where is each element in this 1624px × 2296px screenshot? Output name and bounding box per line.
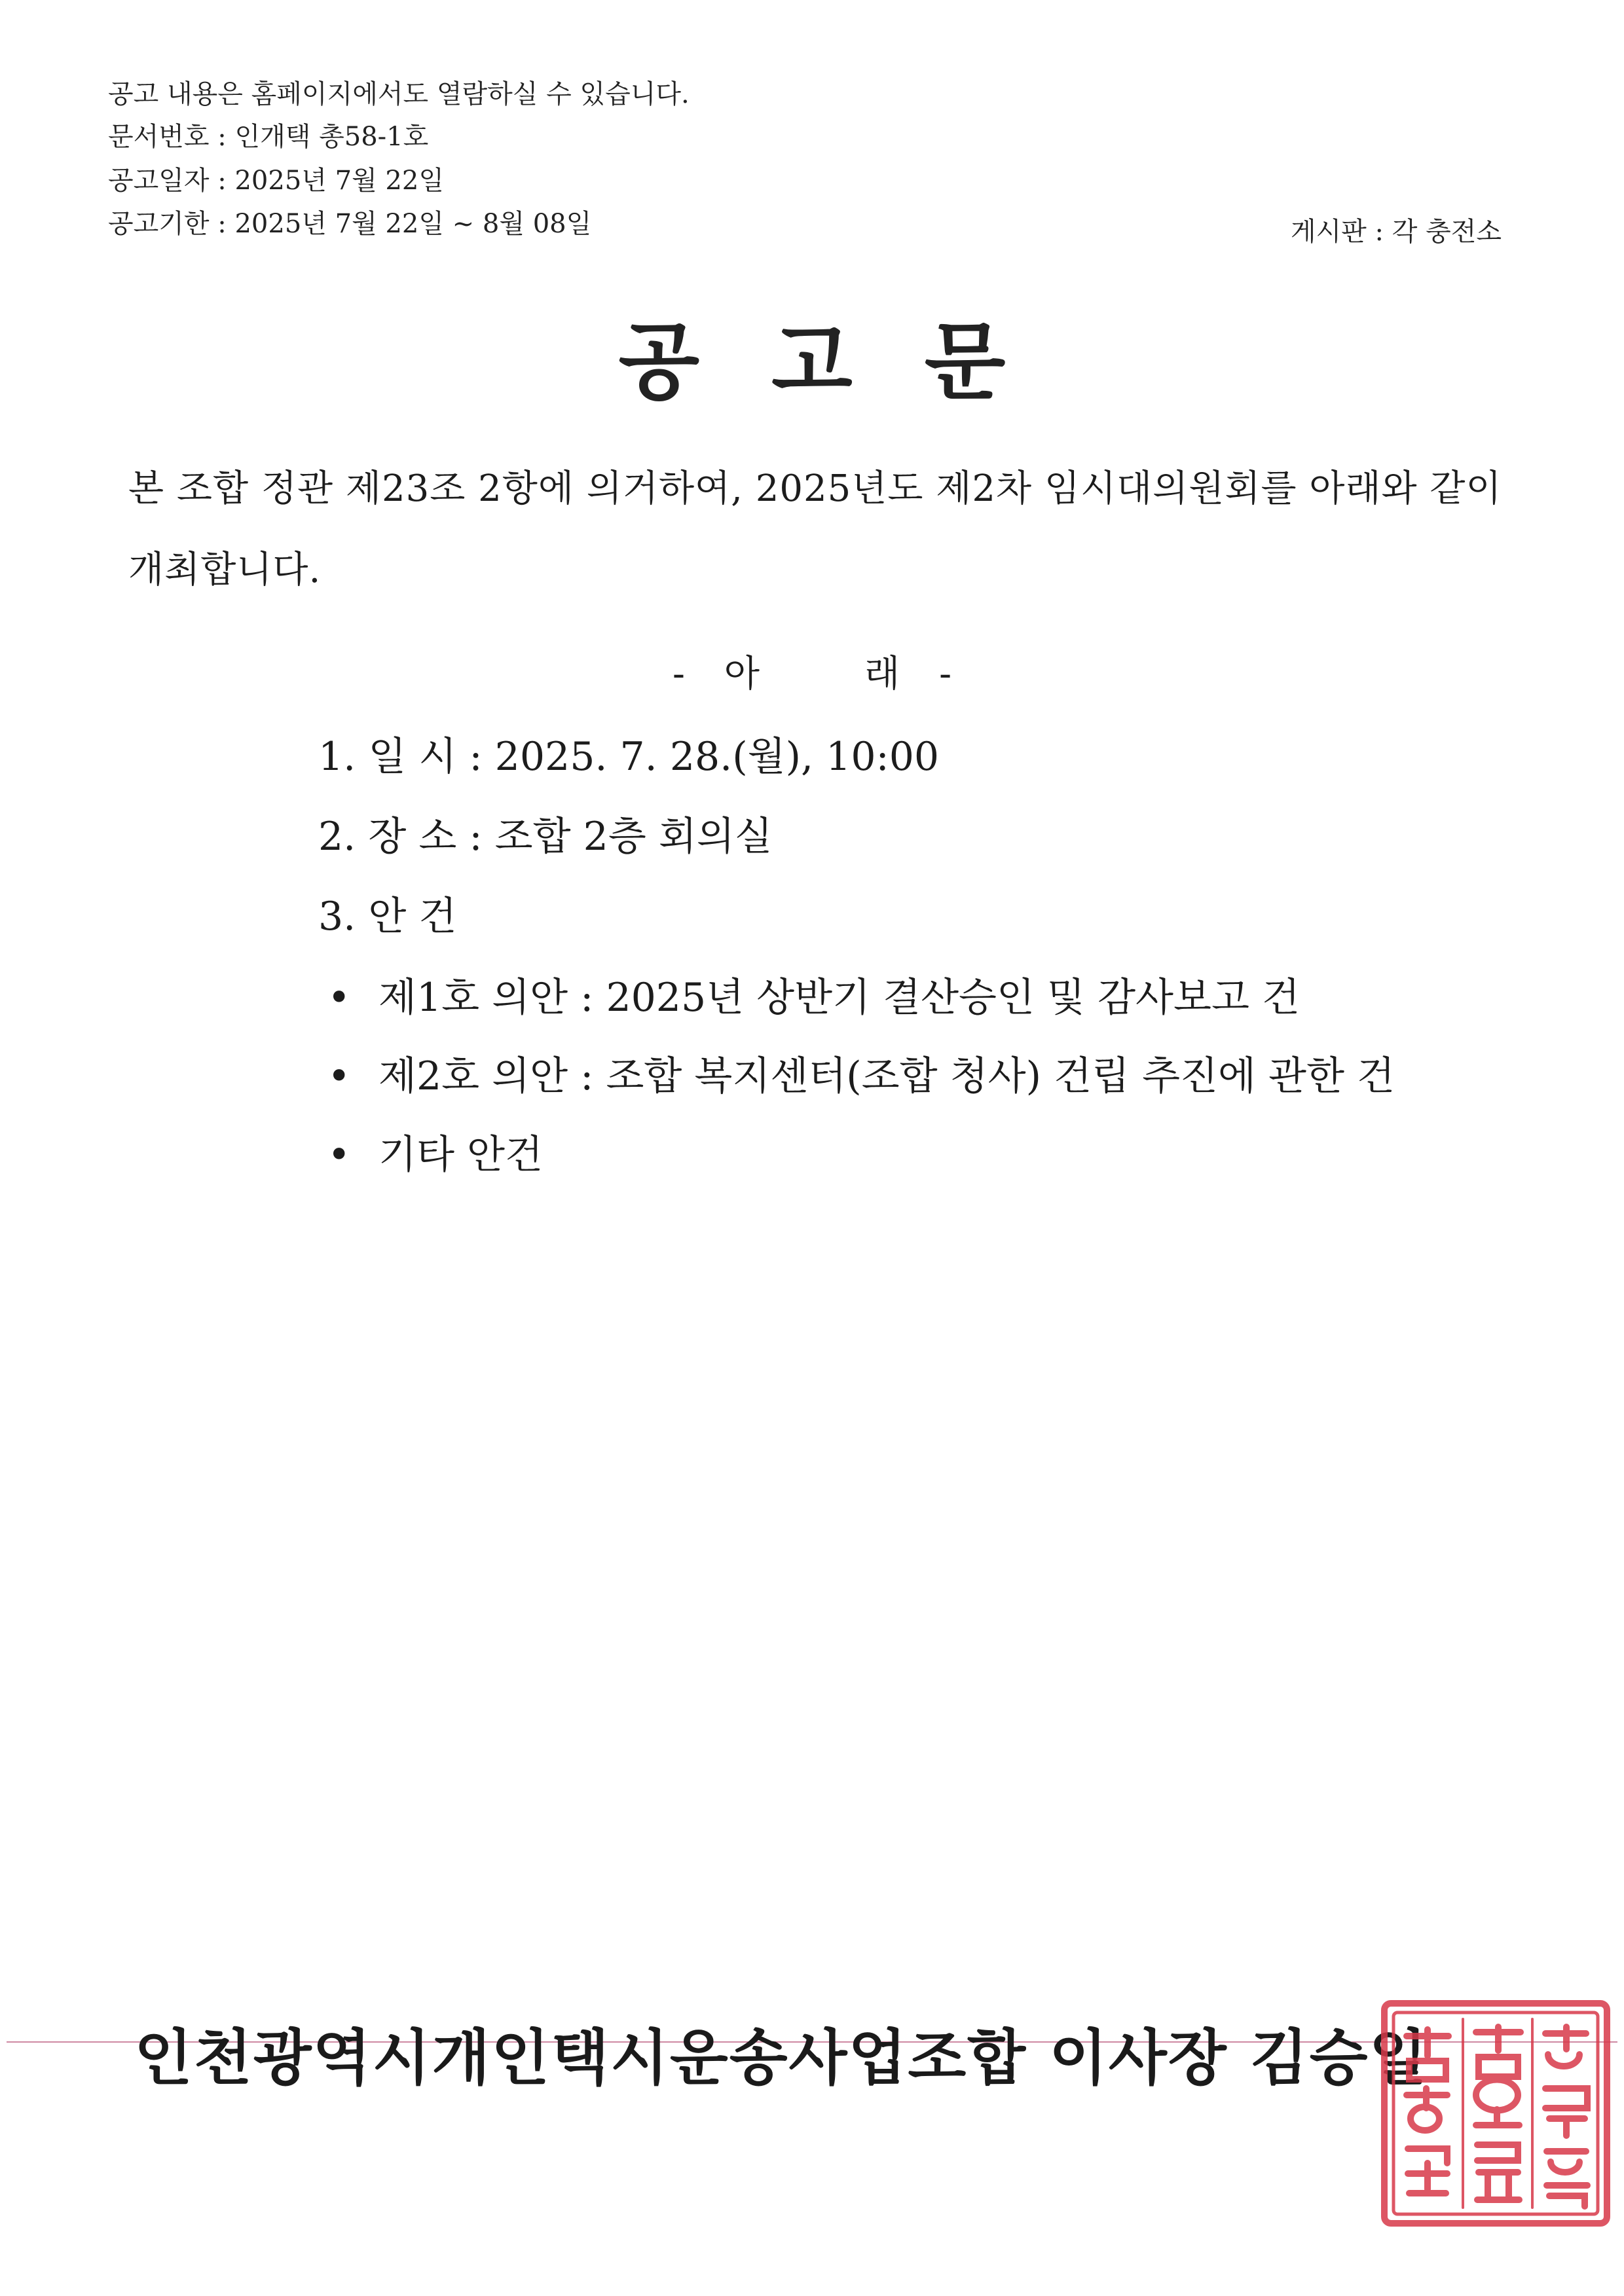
below-word-1: 아 xyxy=(724,653,760,695)
agenda-item xyxy=(327,1045,1395,1101)
notice-period: 공고기한 : 2025년 7월 22일 ~ 8월 08일 xyxy=(108,209,592,239)
intro-paragraph: 본 조합 정관 제23조 2항에 의거하여, 2025년도 제2차 임시대의원회를 아래와 같이 개최합니다. xyxy=(128,467,1502,591)
signature-line: 인천광역시개인택시운송사업조합 이사장 김승일 xyxy=(134,2023,1429,2093)
bullet-icon: • xyxy=(327,975,351,1021)
agenda-item-text: 기타 안건 xyxy=(378,1132,543,1178)
agenda-item xyxy=(327,966,1300,1023)
bulletin-board: 게시판 : 각 충전소 xyxy=(1290,217,1502,247)
homepage-note: 공고 내용은 홈페이지에서도 열람하실 수 있습니다. xyxy=(108,79,690,109)
agenda-item-text: 제1호 의안 : 2025년 상반기 결산승인 및 감사보고 건 xyxy=(378,975,1300,1021)
item-datetime: 1. 일 시 : 2025. 7. 28.(월), 10:00 xyxy=(318,734,940,780)
notice-date: 공고일자 : 2025년 7월 22일 xyxy=(108,166,444,196)
document-number: 문서번호 : 인개택 총58-1호 xyxy=(108,122,429,152)
item-agenda-heading: 3. 안 건 xyxy=(318,894,457,939)
dash-right: - xyxy=(939,653,952,695)
bullet-icon: • xyxy=(327,1053,351,1099)
dash-left: - xyxy=(672,653,685,695)
page-title: 공고문 xyxy=(618,314,1078,411)
bullet-icon: • xyxy=(327,1132,351,1178)
official-seal-stamp xyxy=(1378,1997,1614,2230)
agenda-item xyxy=(327,1123,543,1180)
item-location: 2. 장 소 : 조합 2층 회의실 xyxy=(318,814,773,860)
below-heading xyxy=(0,645,1624,697)
agenda-item-text: 제2호 의안 : 조합 복지센터(조합 청사) 건립 추진에 관한 건 xyxy=(378,1053,1395,1099)
below-word-2: 래 xyxy=(864,653,900,695)
